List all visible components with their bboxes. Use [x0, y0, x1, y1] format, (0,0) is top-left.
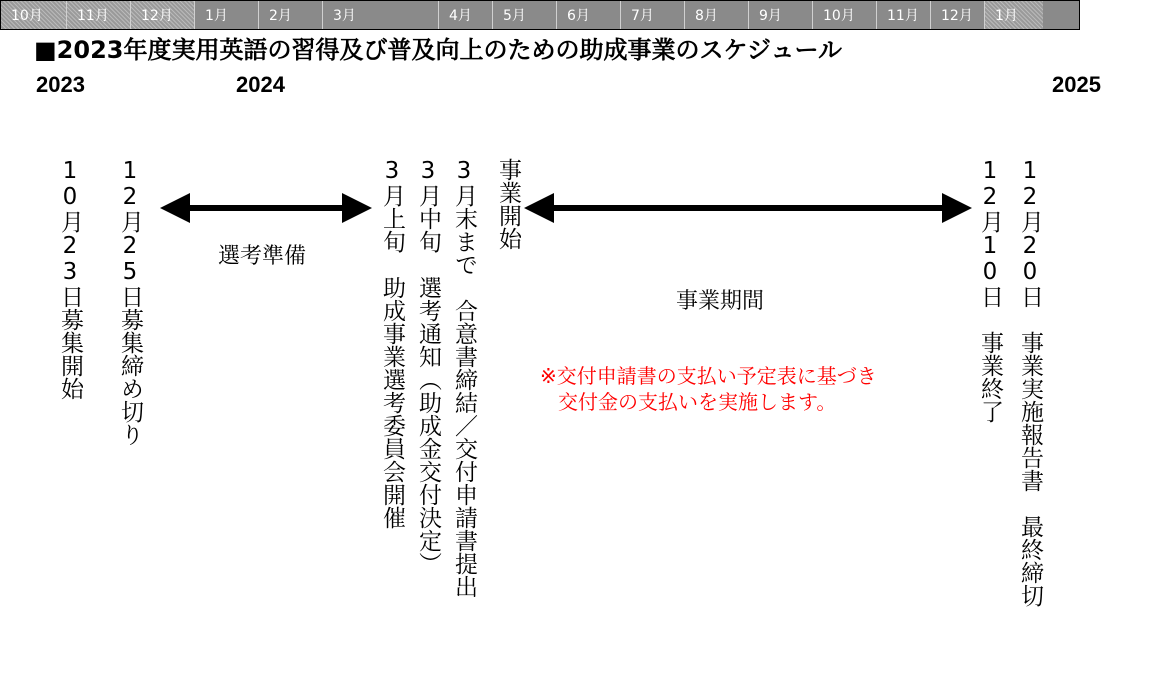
event-project-start: 事業開始	[495, 158, 521, 250]
selection-prep-label: 選考準備	[218, 244, 307, 269]
event-selection-committee: 3月上旬 助成事業選考委員会開催	[379, 158, 405, 529]
event-selection-notice: 3月中旬 選考通知（助成金交付決定）	[415, 158, 441, 575]
month-cell: 12月	[931, 1, 985, 29]
month-cell: 3月	[323, 1, 439, 29]
month-cell: 10月	[813, 1, 877, 29]
month-cell: 11月	[67, 1, 131, 29]
month-cell: 7月	[621, 1, 685, 29]
year-2023-label: 2023	[36, 72, 85, 97]
month-cell: 1月	[195, 1, 259, 29]
month-cell: 1月	[985, 1, 1043, 29]
month-cell: 4月	[439, 1, 493, 29]
month-cell: 12月	[131, 1, 195, 29]
month-cell: 11月	[877, 1, 931, 29]
month-cell: 6月	[557, 1, 621, 29]
event-recruit-close: 12月25日募集締め切り	[117, 158, 143, 446]
month-cell: 5月	[493, 1, 557, 29]
event-recruit-start: 10月23日募集開始	[57, 158, 83, 400]
payment-note-line2: 交付金の支払いを実施します。	[558, 390, 837, 414]
year-2024-label: 2024	[236, 72, 285, 97]
payment-note-line1: ※交付申請書の支払い予定表に基づき	[540, 364, 877, 388]
page-title: ■2023年度実用英語の習得及び普及向上のための助成事業のスケジュール	[34, 36, 843, 64]
month-cell: 8月	[685, 1, 749, 29]
month-cell: 2月	[259, 1, 323, 29]
year-2025-label: 2025	[1052, 72, 1101, 97]
event-agreement-deadline: 3月末まで 合意書締結／交付申請書提出	[451, 158, 477, 598]
event-final-report-deadline: 12月20日 事業実施報告書 最終締切	[1017, 158, 1043, 607]
month-cell: 9月	[749, 1, 813, 29]
month-cell: 10月	[1, 1, 67, 29]
project-period-label: 事業期間	[676, 289, 765, 314]
event-project-end: 12月10日 事業終了	[977, 158, 1003, 423]
